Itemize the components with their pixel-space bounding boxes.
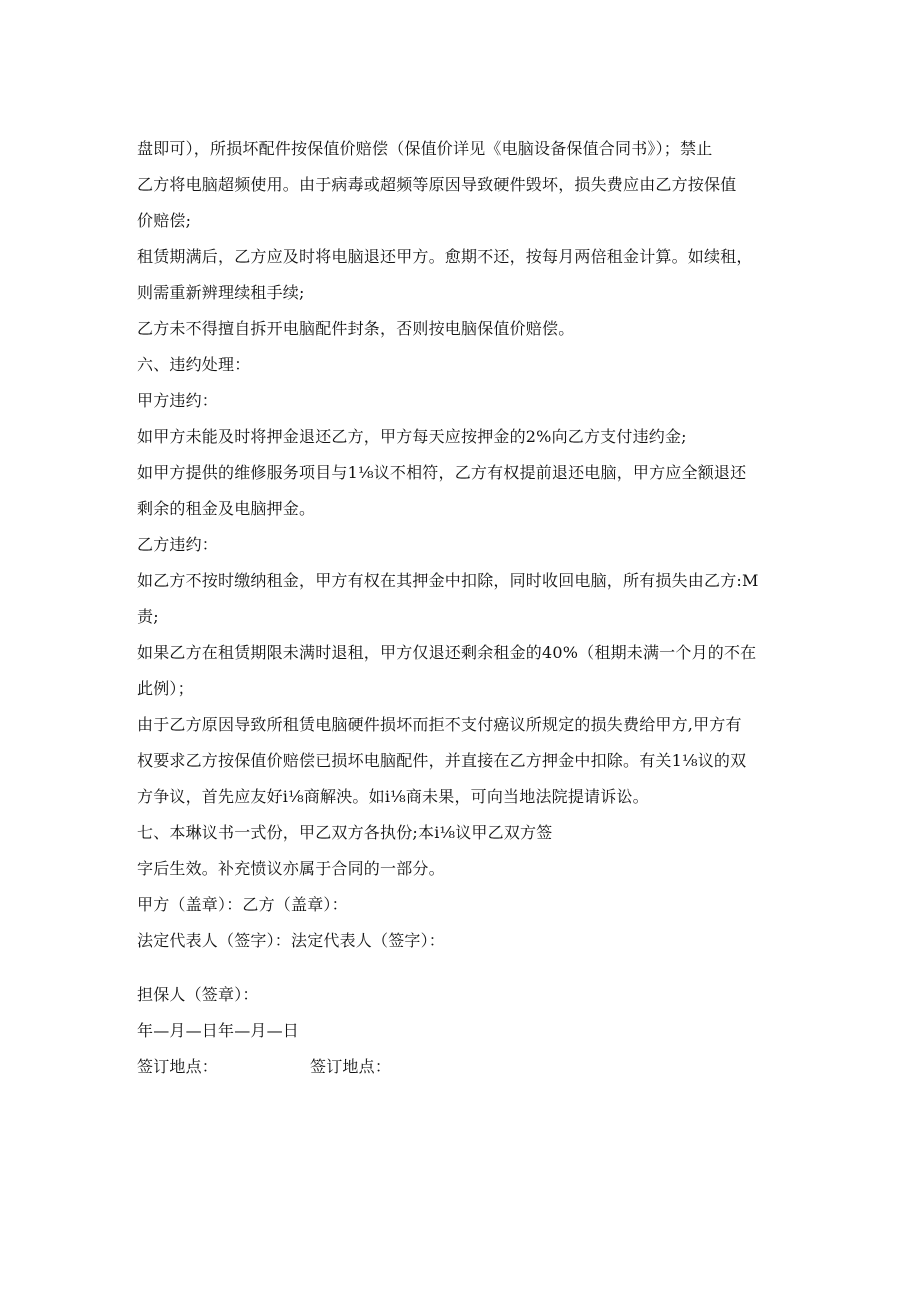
text-line: 如乙方不按时缴纳租金，甲方有权在其押金中扣除，同时收回电脑，所有损失由乙方:M xyxy=(137,571,759,590)
signing-place-a: 签订地点： xyxy=(137,1057,219,1076)
subsection-heading: 乙方违约： xyxy=(137,535,219,554)
text-line: 乙方未不得擅自拆开电脑配件封条，否则按电脑保值价赔偿。 xyxy=(137,319,575,338)
text-line: 如甲方提供的维修服务项目与1⅛议不相符，乙方有权提前退还电脑，甲方应全额退还 xyxy=(137,463,747,482)
text-line: 如果乙方在租赁期限未满时退租，甲方仅退还剩余租金的40%（租期未满一个月的不在 xyxy=(137,643,757,662)
text-line: 价赔偿; xyxy=(137,211,192,230)
text-line: 如甲方未能及时将押金退还乙方，甲方每天应按押金的2%向乙方支付违约金; xyxy=(137,427,687,446)
text-line: 权要求乙方按保值价赔偿已损坏电脑配件，并直接在乙方押金中扣除。有关1⅛议的双 xyxy=(137,751,747,770)
text-line: 则需重新辨理续租手续; xyxy=(137,283,305,302)
date-line: 年—月—日年—月—日 xyxy=(137,1021,300,1040)
text-line: 责; xyxy=(137,607,159,626)
text-line: 此例）； xyxy=(137,679,194,698)
text-line: 盘即可），所损坏配件按保值价赔偿（保值价详见《电脑设备保值合同书》）；禁止 xyxy=(137,139,713,158)
signature-line-representative: 法定代表人（签字）：法定代表人（签字）： xyxy=(137,931,446,950)
signing-place-b: 签订地点： xyxy=(310,1057,392,1076)
text-line: 方争议，首先应友好i⅛商解泱。如i⅛商未果，可向当地法院提请诉讼。 xyxy=(137,787,649,806)
text-line: 租赁期满后，乙方应及时将电脑退还甲方。愈期不还，按每月两倍租金计算。如续租， xyxy=(137,247,753,266)
section-heading: 六、违约处理： xyxy=(137,355,251,374)
text-line: 由于乙方原因导致所租赁电脑硬件损坏而拒不支付癌议所规定的损失费给甲方,甲方有 xyxy=(137,715,742,734)
text-line: 字后生效。补充愤议亦属于合同的一部分。 xyxy=(137,859,445,878)
guarantor-line: 担保人（签章）： xyxy=(137,985,259,1004)
section-heading: 七、本琳议书一式份，甲乙双方各执份;本i⅛议甲乙双方签 xyxy=(137,823,553,842)
signature-line-seal: 甲方（盖章）：乙方（盖章）： xyxy=(137,895,348,914)
text-line: 剩余的租金及电脑押金。 xyxy=(137,499,316,518)
subsection-heading: 甲方违约： xyxy=(137,391,219,410)
text-line: 乙方将电脑超频使用。由于病毒或超频等原因导致硬件毁坏，损失费应由乙方按保值 xyxy=(137,175,737,194)
signing-place-line xyxy=(137,1057,391,1077)
